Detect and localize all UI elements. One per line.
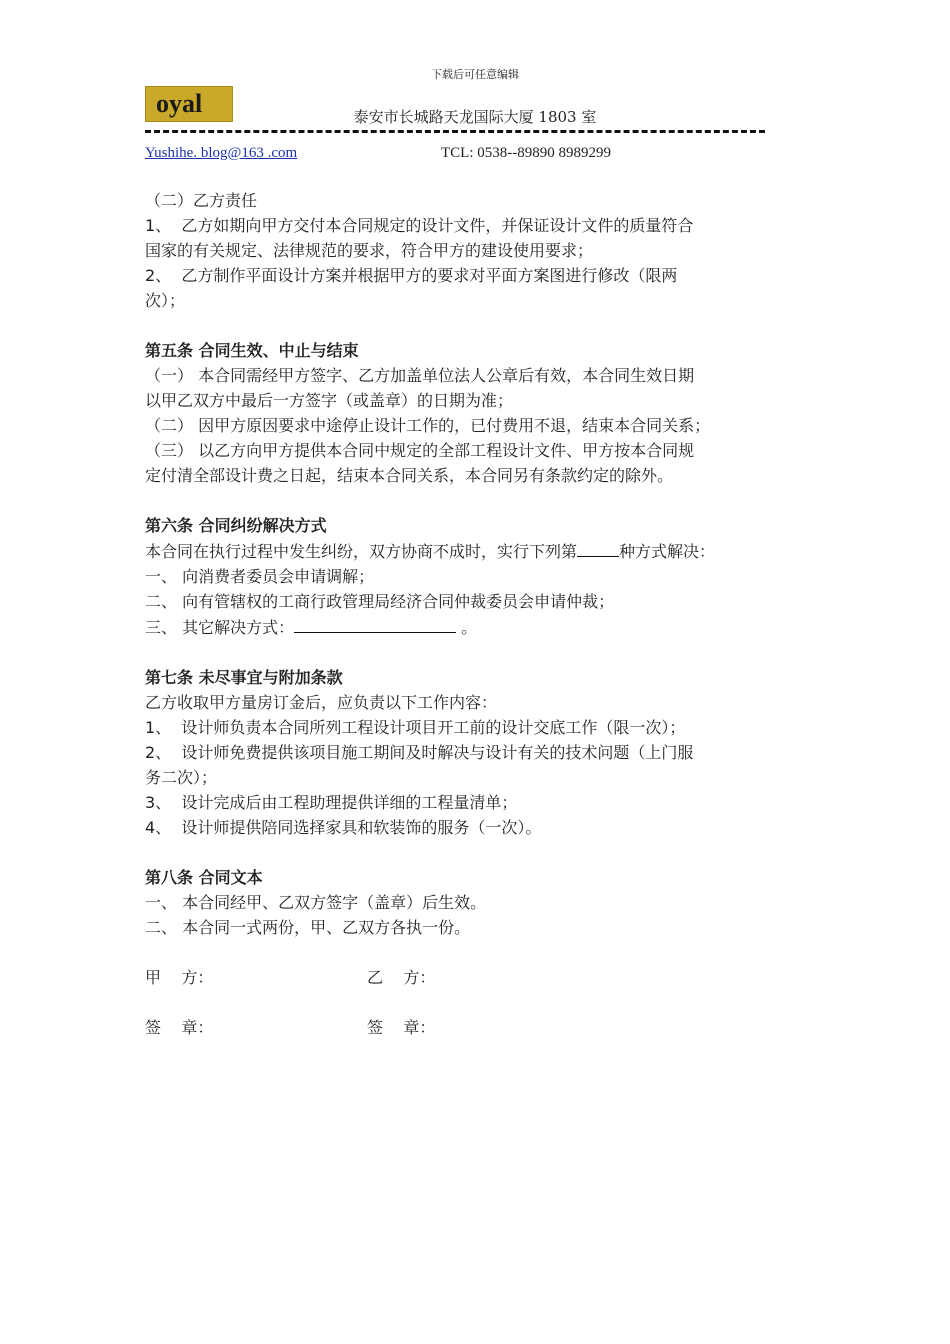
party-b-label: 乙 方： [367,968,436,987]
logo-text: oyal [156,89,203,118]
list-item: 一、 本合同经甲、乙双方签字（盖章）后生效。 [145,893,487,912]
list-item: 三、 其它解决方式： 。 [145,614,815,640]
list-item: 1、 设计师负责本合同所列工程设计项目开工前的设计交底工作（限一次）； [145,718,686,737]
header-note: 下载后可任意编辑 [431,68,519,81]
list-item: 二、 向有管辖权的工商行政管理局经济合同仲裁委员会申请仲裁； [145,592,615,611]
paragraph-line: （一） 本合同需经甲方签字、乙方加盖单位法人公章后有效，本合同生效日期 [145,366,695,385]
fill-blank[interactable] [294,614,456,633]
paragraph-line: 1、 乙方如期向甲方交付本合同规定的设计文件，并保证设计文件的质量符合 [145,216,694,235]
paragraph-line: 2、 乙方制作平面设计方案并根据甲方的要求对平面方案图进行修改（限两 [145,266,678,285]
list-item: 2、 设计师免费提供该项目施工期间及时解决与设计有关的技术问题（上门服 [145,743,694,762]
article-heading: 第七条 未尽事宜与附加条款 [145,668,343,687]
paragraph-line: 乙方收取甲方量房订金后，应负责以下工作内容： [145,693,498,712]
seal-b-label: 签 章： [367,1018,436,1037]
list-item: 4、 设计师提供陪同选择家具和软装饰的服务（一次）。 [145,818,542,837]
paragraph-line: 国家的有关规定、法律规范的要求，符合甲方的建设使用要求； [145,241,594,260]
list-item: 一、 向消费者委员会申请调解； [145,567,375,586]
signature-row [145,965,815,990]
paragraph-line: 本合同在执行过程中发生纠纷，双方协商不成时，实行下列第 种方式解决： [145,538,815,564]
paragraph-line: 以甲乙双方中最后一方签字（或盖章）的日期为准； [145,391,514,410]
company-address: 泰安市长城路天龙国际大厦 1803 室 [353,108,597,126]
party-a-label: 甲 方： [145,968,214,987]
list-item: 二、 本合同一式两份，甲、乙双方各执一份。 [145,918,471,937]
list-item: 3、 设计完成后由工程助理提供详细的工程量清单； [145,793,518,812]
seal-row [145,1015,815,1040]
telephone: TCL: 0538--89890 8989299 [441,145,611,161]
seal-a-label: 签 章： [145,1018,214,1037]
email-link[interactable]: Yushihe. blog@163 .com [145,145,298,161]
paragraph-line: 定付清全部设计费之日起，结束本合同关系，本合同另有条款约定的除外。 [145,466,674,485]
header-divider [145,130,765,133]
fill-blank[interactable] [577,538,619,557]
contract-body [145,188,815,1040]
article-heading: 第六条 合同纠纷解决方式 [145,516,327,535]
paragraph-line: 次）； [145,291,186,310]
section-title: （二）乙方责任 [145,191,258,210]
list-item: 务二次）； [145,768,218,787]
paragraph-line: （三） 以乙方向甲方提供本合同中规定的全部工程设计文件、甲方按本合同规 [145,441,695,460]
article-heading: 第八条 合同文本 [145,868,263,887]
article-heading: 第五条 合同生效、中止与结束 [145,341,359,360]
paragraph-line: （二） 因甲方原因要求中途停止设计工作的，已付费用不退，结束本合同关系； [145,416,711,435]
